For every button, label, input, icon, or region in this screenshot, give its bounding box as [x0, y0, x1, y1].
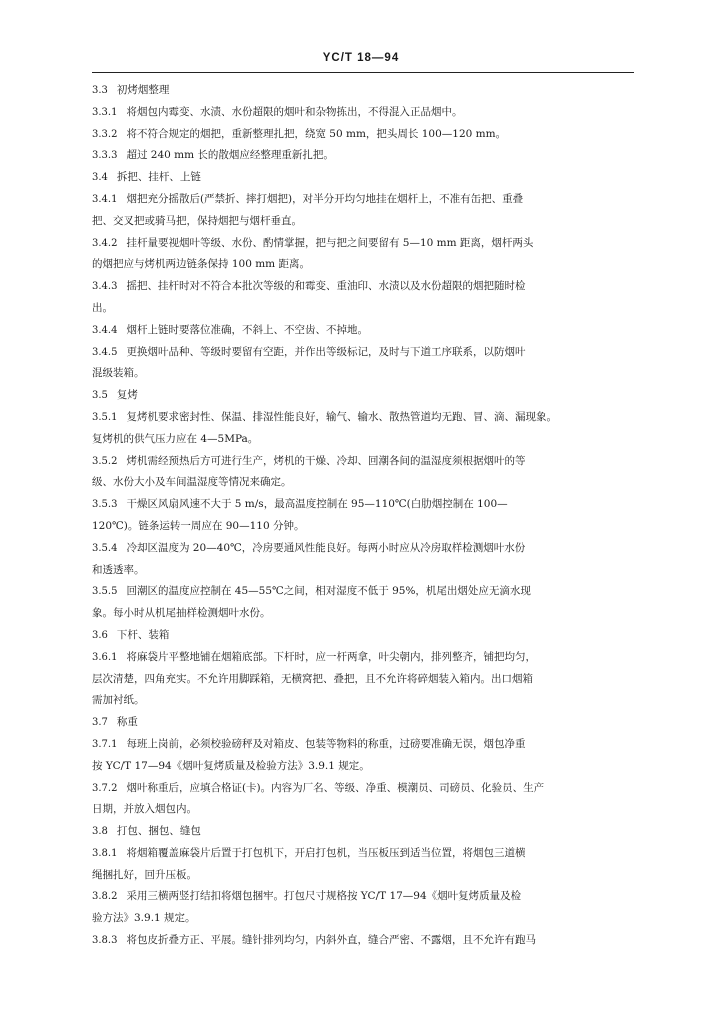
- clause-number: 3.3.1: [92, 106, 118, 118]
- clause-continuation-line: [92, 254, 634, 276]
- clause-line: [92, 80, 634, 102]
- clause-text: 将麻袋片平整地铺在烟箱底部。下杆时，应一杆两拿，叶尖朝内，排列整齐，铺把均匀，: [126, 650, 536, 663]
- document-body: [92, 80, 634, 952]
- clause-line: [92, 581, 634, 603]
- clause-number: 3.7.2: [92, 782, 118, 794]
- clause-line: [92, 886, 634, 908]
- clause-text: 干燥区风扇风速不大于 5 m/s，最高温度控制在 95—110℃(白肋烟控制在 100—: [126, 498, 508, 511]
- clause-number: 3.5: [92, 390, 108, 402]
- clause-continuation-line: [92, 669, 634, 691]
- clause-number: 3.4.3: [92, 281, 118, 293]
- clause-text: 将烟箱覆盖麻袋片后置于打包机下，开启打包机，当压板压到适当位置，将烟包三道横: [126, 846, 526, 859]
- clause-continuation-line: [92, 690, 634, 712]
- clause-continuation-line: [92, 756, 634, 778]
- clause-number: 3.4.2: [92, 237, 118, 249]
- clause-text: 回潮区的温度应控制在 45—55℃之间，相对湿度不低于 95%，机尾出烟处应无滴水现: [126, 585, 531, 598]
- clause-line: [92, 778, 634, 800]
- clause-text: 超过 240 mm 长的散烟应经整理重新扎把。: [126, 149, 334, 162]
- clause-text: 每班上岗前，必须校验磅秤及对箱皮、包装等物料的称重，过磅要准确无误，烟包净重: [126, 737, 526, 750]
- clause-number: 3.3: [92, 85, 108, 96]
- clause-line: [92, 712, 634, 734]
- clause-line: [92, 276, 634, 298]
- clause-text: 按 YC/T 17—94《烟叶复烤质量及检验方法》3.9.1 规定。: [92, 759, 370, 772]
- clause-number: 3.8.1: [92, 847, 118, 859]
- clause-line: [92, 451, 634, 473]
- clause-text: 更换烟叶品种、等级时要留有空距，并作出等级标记，及时与下道工序联系，以防烟叶: [126, 345, 526, 358]
- clause-continuation-line: [92, 363, 634, 385]
- clause-text: 复烤机的供气压力应在 4—5MPa。: [92, 432, 259, 445]
- clause-text: 下杆、装箱: [116, 628, 170, 641]
- clause-line: [92, 167, 634, 189]
- clause-number: 3.7.1: [92, 738, 118, 750]
- clause-number: 3.7: [92, 717, 108, 729]
- clause-line: [92, 930, 634, 952]
- document-code-header: YC/T 18—94: [322, 52, 400, 64]
- clause-text: 级、水份大小及车间温湿度等情况来确定。: [92, 476, 292, 489]
- clause-text: 复烤: [116, 389, 138, 402]
- clause-line: [92, 625, 634, 647]
- clause-continuation-line: [92, 472, 634, 494]
- clause-continuation-line: [92, 908, 634, 930]
- clause-text: 的烟把应与烤机两边链条保持 100 mm 距离。: [92, 258, 310, 271]
- clause-number: 3.5.4: [92, 542, 118, 554]
- clause-text: 初烤烟整理: [116, 84, 170, 96]
- clause-text: 混级装箱。: [92, 367, 145, 380]
- clause-text: 将不符合规定的烟把，重新整理扎把，绕宽 50 mm，把头周长 100—120 mm。: [126, 127, 507, 140]
- clause-text: 摇把、挂杆时对不符合本批次等级的和霉变、重油印、水渍以及水份超限的烟把随时检: [126, 280, 526, 293]
- clause-line: [92, 494, 634, 516]
- clause-continuation-line: [92, 799, 634, 821]
- clause-line: [92, 538, 634, 560]
- clause-continuation-line: [92, 560, 634, 582]
- clause-text: 称重: [116, 716, 138, 729]
- clause-number: 3.5.5: [92, 586, 118, 598]
- clause-continuation-line: [92, 603, 634, 625]
- clause-number: 3.8.2: [92, 891, 118, 903]
- clause-number: 3.5.2: [92, 455, 118, 467]
- clause-number: 3.8.3: [92, 935, 118, 947]
- clause-number: 3.4: [92, 172, 108, 184]
- clause-line: [92, 734, 634, 756]
- clause-continuation-line: [92, 211, 634, 233]
- clause-number: 3.6: [92, 629, 108, 641]
- clause-number: 3.3.3: [92, 150, 118, 162]
- clause-line: [92, 407, 634, 429]
- clause-text: 将烟包内霉变、水渍、水份超限的烟叶和杂物拣出，不得混入正品烟中。: [126, 105, 463, 118]
- clause-text: 烟把充分摇散后(严禁折、摔打烟把)，对半分开均匀地挂在烟杆上，不准有缶把、重叠: [126, 192, 524, 205]
- clause-text: 和透透率。: [92, 563, 145, 576]
- clause-text: 层次清楚，四角充实。不允许用脚踩箱，无横窝把、叠把，且不允许将碎烟装入箱内。出口烟箱: [92, 672, 533, 685]
- clause-text: 象。每小时从机尾抽样检测烟叶水份。: [92, 607, 271, 620]
- clause-continuation-line: [92, 298, 634, 320]
- clause-number: 3.5.3: [92, 499, 118, 511]
- clause-text: 复烤机要求密封性、保温、排湿性能良好，输气、输水、散热管道均无跑、冒、滴、漏现象。: [126, 410, 557, 423]
- clause-text: 绳捆扎好，回升压板。: [92, 868, 197, 881]
- clause-number: 3.6.1: [92, 651, 118, 663]
- clause-line: [92, 320, 634, 342]
- clause-line: [92, 102, 634, 124]
- clause-text: 挂杆量要视烟叶等级、水份、酌情掌握，把与把之间要留有 5—10 mm 距离，烟杆两头: [126, 236, 534, 249]
- clause-line: [92, 843, 634, 865]
- clause-line: [92, 233, 634, 255]
- clause-number: 3.3.2: [92, 128, 118, 140]
- clause-text: 验方法》3.9.1 规定。: [92, 912, 196, 925]
- clause-text: 采用三横两竖打结扣将烟包捆牢。打包尺寸规格按 YC/T 17—94《烟叶复烤质量及检: [126, 890, 522, 903]
- clause-continuation-line: [92, 865, 634, 887]
- clause-text: 拆把、挂杆、上链: [116, 171, 201, 184]
- clause-number: 3.4.1: [92, 193, 118, 205]
- clause-number: 3.4.5: [92, 346, 118, 358]
- clause-continuation-line: [92, 429, 634, 451]
- clause-line: [92, 342, 634, 364]
- clause-line: [92, 647, 634, 669]
- clause-text: 日期，并放入烟包内。: [92, 803, 197, 816]
- clause-text: 出。: [92, 301, 113, 314]
- clause-number: 3.5.1: [92, 411, 118, 423]
- clause-text: 把、交叉把或骑马把，保持烟把与烟杆垂直。: [92, 214, 302, 227]
- clause-line: [92, 821, 634, 843]
- clause-text: 需加衬纸。: [92, 694, 145, 707]
- clause-number: 3.4.4: [92, 324, 118, 336]
- clause-text: 烟杆上链时要落位准确，不斜上、不空齿、不掉地。: [126, 323, 368, 336]
- header-rule: [92, 72, 634, 73]
- clause-text: 120℃)。链条运转一周应在 90—110 分钟。: [92, 519, 305, 532]
- clause-line: [92, 189, 634, 211]
- clause-text: 将包皮折叠方正、平展。缝针排列均匀，内斜外直，缝合严密、不露烟，且不允许有跑马: [126, 934, 536, 947]
- clause-line: [92, 385, 634, 407]
- clause-line: [92, 145, 634, 167]
- clause-line: [92, 124, 634, 146]
- clause-continuation-line: [92, 516, 634, 538]
- clause-text: 烤机需经预热后方可进行生产，烤机的干燥、冷却、回潮各间的温湿度须根据烟叶的等: [126, 454, 526, 467]
- clause-text: 打包、捆包、缝包: [116, 825, 201, 838]
- clause-text: 冷却区温度为 20—40℃，冷房要通风性能良好。每两小时应从冷房取样检测烟叶水份: [126, 541, 526, 554]
- clause-number: 3.8: [92, 826, 108, 838]
- clause-text: 烟叶称重后，应填合格证(卡)。内容为厂名、等级、净重、模潮员、司磅员、化验员、生产: [126, 781, 545, 794]
